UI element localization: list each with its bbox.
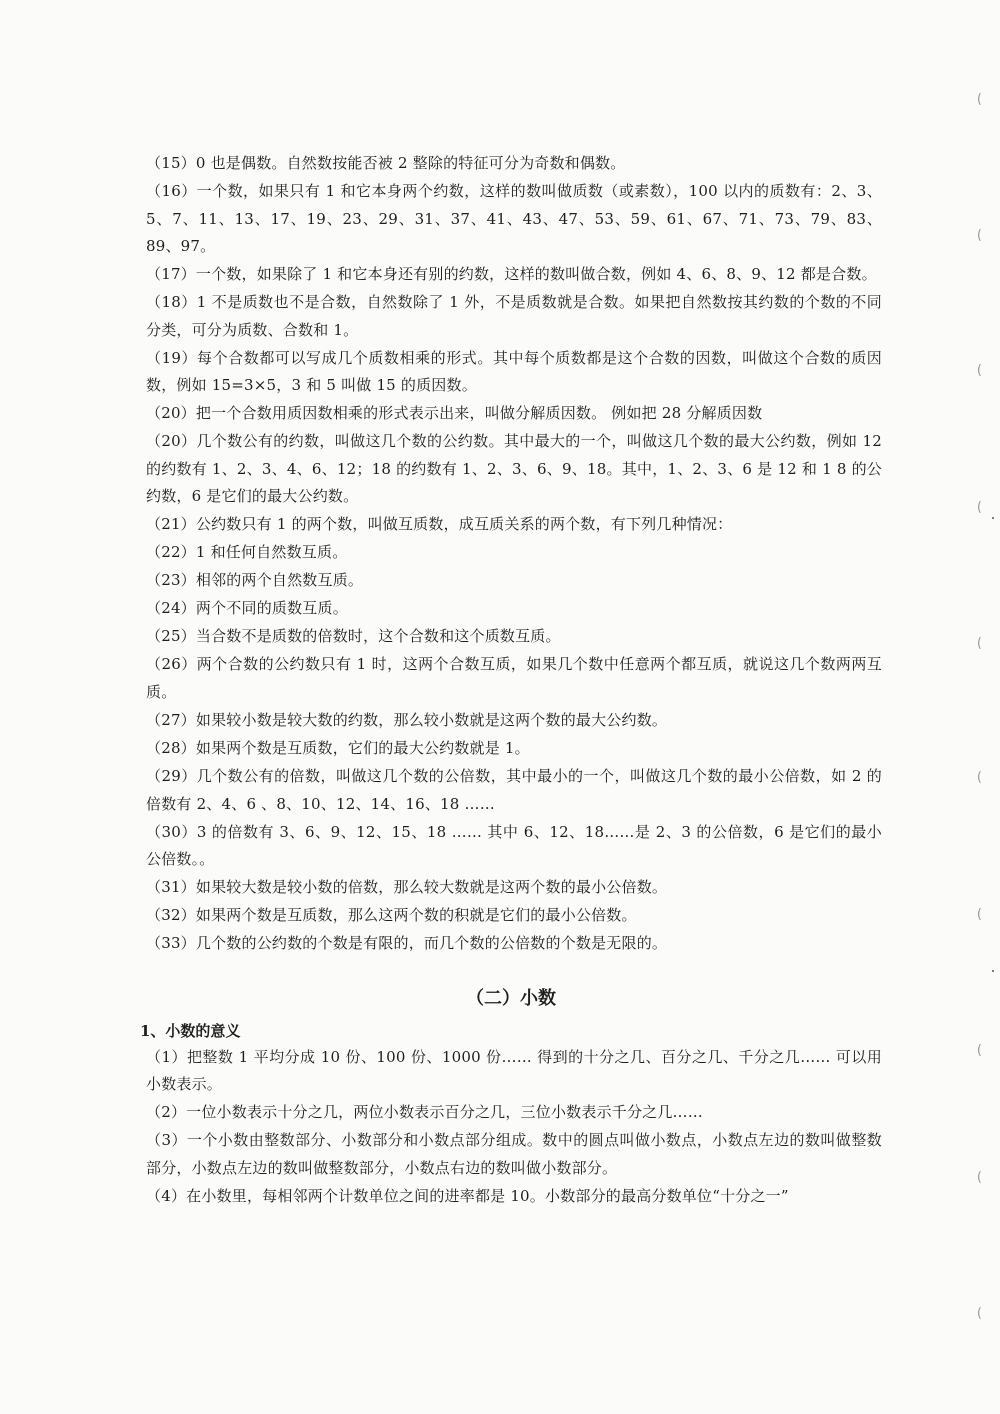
list-item: （19）每个合数都可以写成几个质数相乘的形式。其中每个质数都是这个合数的因数，叫做这个合数的质因数，例如 15=3×5，3 和 5 叫做 15 的质因数。 [146, 348, 882, 395]
list-item: （24）两个不同的质数互质。 [146, 599, 348, 618]
section-title: （二）小数 [466, 987, 556, 1009]
list-item: （21）公约数只有 1 的两个数，叫做互质数，成互质关系的两个数，有下列几种情况： [146, 515, 733, 534]
binder-hole-mark: ( [976, 363, 982, 378]
list-item: （30）3 的倍数有 3、6、9、12、15、18 …… 其中 6、12、18……是 2、3 的公倍数，6 是它们的最小公倍数。。 [146, 822, 882, 869]
binder-hole-mark: ( [976, 228, 982, 243]
binder-hole-mark: ( [976, 636, 982, 651]
binder-hole-mark: ( [976, 907, 982, 922]
list-item: （32）如果两个数是互质数，那么这两个数的积就是它们的最小公倍数。 [146, 906, 637, 925]
list-item: （28）如果两个数是互质数，它们的最大公约数就是 1。 [146, 738, 530, 757]
list-item: （4）在小数里，每相邻两个计数单位之间的进率都是 10。小数部分的最高分数单位“十分之一” [146, 1186, 789, 1205]
list-item: （18）1 不是质数也不是合数，自然数除了 1 外，不是质数就是合数。如果把自然数按其约数的个数的不同分类，可分为质数、合数和 1。 [146, 293, 882, 339]
list-item: （22）1 和任何自然数互质。 [146, 543, 348, 562]
list-item: （2）一位小数表示十分之几，两位小数表示百分之几，三位小数表示千分之几…… [146, 1103, 703, 1122]
binder-hole-mark: ( [976, 92, 982, 107]
list-item: （25）当合数不是质数的倍数时，这个合数和这个质数互质。 [146, 627, 561, 646]
list-item: （26）两个合数的公约数只有 1 时，这两个合数互质，如果几个数中任意两个都互质，就说这几个数两两互质。 [146, 655, 882, 701]
list-item: （15）0 也是偶数。自然数按能否被 2 整除的特征可分为奇数和偶数。 [146, 154, 626, 172]
binder-hole-mark: ( [976, 1043, 982, 1058]
binder-hole-mark: ( [976, 770, 982, 785]
list-item: （20）把一个合数用质因数相乘的形式表示出来，叫做分解质因数。 例如把 28 分解质因数 [146, 404, 763, 423]
list-item: （33）几个数的公约数的个数是有限的，而几个数的公倍数的个数是无限的。 [146, 934, 668, 953]
list-item: （16）一个数，如果只有 1 和它本身两个约数，这样的数叫做质数（或素数），100 以内的质数有：2、3、5、7、11、13、17、19、23、29、31、37、41、43、47、53、59、61、67、71、73、79、83、89、97。 [146, 181, 882, 256]
list-item: （29）几个数公有的倍数，叫做这几个数的公倍数，其中最小的一个，叫做这几个数的最小公倍数，如 2 的倍数有 2、4、6 、8、10、12、14、16、18 …… [146, 766, 882, 813]
list-item: （3）一个小数由整数部分、小数部分和小数点部分组成。数中的圆点叫做小数点，小数点左边的数叫做整数部分，小数点左边的数叫做整数部分，小数点右边的数叫做小数部分。 [146, 1131, 882, 1177]
number-theory-list [140, 150, 882, 958]
scan-speck [992, 517, 994, 519]
document-page [140, 150, 882, 1211]
subheading: 1、小数的意义 [140, 1021, 241, 1040]
binder-hole-mark: ( [976, 500, 982, 515]
binder-hole-mark: ( [976, 1306, 982, 1321]
binder-hole-mark: ( [976, 1170, 982, 1185]
list-item: （31）如果较大数是较小数的倍数，那么较大数就是这两个数的最小公倍数。 [146, 878, 668, 897]
list-item: （20）几个数公有的约数，叫做这几个数的公约数。其中最大的一个，叫做这几个数的最大公约数，例如 12 的约数有 1、2、3、4、6、12；18 的约数有 1、2、3、6、9、18。其中，1、2、3、6 是 12 和 1 8 的公约数，6 是它们的最大公约数。 [146, 432, 882, 506]
list-item: （17）一个数，如果除了 1 和它本身还有别的约数，这样的数叫做合数，例如 4、6、8、9、12 都是合数。 [146, 265, 877, 284]
list-item: （23）相邻的两个自然数互质。 [146, 571, 364, 590]
list-item: （27）如果较小数是较大数的约数，那么较小数就是这两个数的最大公约数。 [146, 710, 668, 729]
decimal-meaning-list [140, 1044, 882, 1211]
scan-speck [992, 970, 994, 972]
list-item: （1）把整数 1 平均分成 10 份、100 份、1000 份…… 得到的十分之几、百分之几、千分之几…… 可以用小数表示。 [146, 1047, 882, 1094]
